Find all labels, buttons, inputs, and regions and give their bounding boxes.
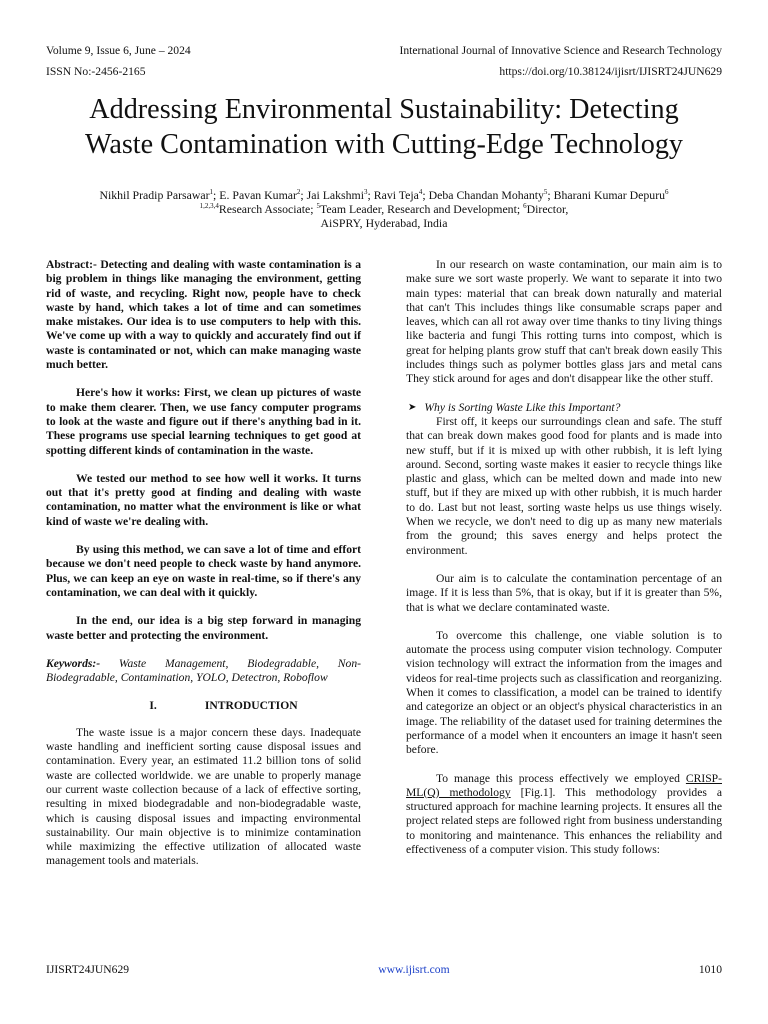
section-number: I.: [149, 699, 157, 713]
affiliation: Research Associate;: [218, 202, 317, 216]
body-paragraph: The waste issue is a major concern these days. Inadequate waste handling and inefficient sorting cause disposal issues and contamination. Every year, an estimated 11.2 billion tons of solid waste are collected worldwide. we are unable to properly manage our current waste collection because of a lack of effective sorting, resulting in mixed biodegradable and non-biodegradable waste, which is causing disposal issues and impacting environmental sustainability. Our main objective is to minimize contamination while maximizing the effective utilization of allocated waste management tools and materials.: [46, 725, 361, 868]
affiliation-line: [40, 202, 728, 216]
author-name: ; Deba Chandan Mohanty: [422, 188, 544, 202]
body-paragraph: Our aim is to calculate the contamination percentage of an image. If it is less than 5%, that is okay, but if it is greater than 5%, that is what we declare contaminated waste.: [406, 571, 722, 614]
running-header: [46, 44, 722, 57]
page-number: 1010: [698, 963, 722, 976]
issn: ISSN No:-2456-2165: [46, 65, 146, 78]
left-column: [46, 258, 361, 883]
body-paragraph: To overcome this challenge, one viable solution is to automate the process using computer vision technology. Computer vision technology will extract the information from the images and videos for real-time projects such as classification and reorganizing. When it comes to classification, a model can be trained to identify and categorize an object or an object's physical characteristics in an image. The reliability of the dataset used for training determines the performance of a model when it encounters an image it hasn't seen before.: [406, 628, 722, 757]
author-sup: 5: [543, 188, 548, 197]
aff-sup: 1,2,3,4: [199, 202, 219, 211]
volume-info: Volume 9, Issue 6, June – 2024: [46, 44, 191, 57]
right-column: [406, 258, 722, 871]
text-run: To manage this process effectively we employed: [436, 771, 686, 785]
page-footer: [46, 963, 722, 976]
body-paragraph: First off, it keeps our surroundings clean and safe. The stuff that can break down makes good food for plants and is made into new stuff, but if it is mixed up with other rubbish, it is left lying around. Second, sorting waste makes it easier to recycle things like plastic and glass, which can be melted down and made into new stuff, but if they are mixed up with other rubbish, it is much harder to do. Last but not least, sorting waste helps us use things wisely. When we recycle, we don't need to dig up as many new materials from the ground; this saves energy and helps protect the environment.: [406, 414, 722, 557]
subsection-heading: [406, 401, 722, 415]
website-link[interactable]: www.ijisrt.com: [378, 963, 450, 976]
keywords-label: Keywords:-: [46, 656, 101, 670]
title-line-2: Waste Contamination with Cutting-Edge Technology: [84, 129, 684, 160]
keywords-text: Waste Management, Biodegradable, Non-Biodegradable, Contamination, YOLO, Detectron, Roboflow: [46, 656, 361, 685]
abstract-paragraph: Here's how it works: First, we clean up pictures of waste to make them clearer. Then, we use fancy computer programs to look at the waste and figure out if there's anything bad in it. These programs use special learning techniques to get good at spotting different kinds of contamination in the waste.: [46, 386, 361, 457]
author-sup: 1: [209, 188, 214, 197]
author-name: Nikhil Pradip Parsawar: [99, 188, 210, 202]
section-heading: [46, 699, 361, 713]
aff-sup: 6: [523, 202, 527, 211]
organization: AiSPRY, Hyderabad, India: [320, 216, 448, 230]
section-title: INTRODUCTION: [204, 699, 298, 713]
doi-link[interactable]: https://doi.org/10.38124/ijisrt/IJISRT24JUN629: [499, 65, 722, 78]
abstract-paragraph: By using this method, we can save a lot of time and effort because we don't need people to check waste by hand anymore. Plus, we can keep an eye on waste in real-time, so if there's any contamination, we can deal with it quickly.: [46, 543, 361, 599]
text-run: [Fig.1]. This methodology provides a structured approach for machine learning projects. It ensures all the project related steps are followed right from business understanding to monitoring and maintenance. This enhances the reliability and effectiveness of a computer vision. This study follows:: [406, 785, 722, 856]
author-name: ; E. Pavan Kumar: [213, 188, 297, 202]
author-name: ; Ravi Teja: [367, 188, 419, 202]
author-sup: 4: [418, 188, 423, 197]
affiliation: Director,: [526, 202, 569, 216]
author-name: ; Bharani Kumar Depuru: [547, 188, 666, 202]
keywords: [46, 657, 361, 686]
author-block: [40, 188, 728, 230]
author-sup: 3: [364, 188, 368, 197]
abstract-paragraph: In the end, our idea is a big step forward in managing waste better and protecting the environment.: [46, 614, 361, 642]
abstract-paragraph: Abstract:- Detecting and dealing with waste contamination is a big problem in things like managing the environment, getting rid of waste, and recycling. Right now, people have to check waste by hand, which takes a lot of time and can sometimes make mistakes. Our idea is to use computers to help with this. We've come up with a way to quickly and accurately find out if waste is contaminated or not, which can make managing waste much better.: [46, 258, 361, 372]
abstract-paragraph: We tested our method to see how well it works. It turns out that it's pretty good at finding and dealing with waste contamination, no matter what the environment is like or what kind of waste we're dealing with.: [46, 471, 361, 528]
paper-id: IJISRT24JUN629: [46, 963, 130, 976]
running-header-2: [46, 65, 722, 78]
paper-title: [30, 92, 738, 162]
body-paragraph: In our research on waste contamination, our main aim is to make sure we sort waste properly. We want to separate it into two main types: material that can break down naturally and material that can't This includes things like consumable scraps paper and leaves, which can all rot away over time thanks to tiny living things like bacteria and fungi This rotting turns into compost, which is great for helping plants grow stuff that can't break down easily This includes things such as polymer bottles glass jars and metal cans They stick around for ages and don't disappear like the other stuff.: [406, 258, 722, 386]
author-list: [40, 188, 728, 202]
affiliation: Team Leader, Research and Development;: [320, 202, 524, 216]
journal-name: International Journal of Innovative Science and Research Technology: [399, 44, 722, 57]
subsection-title: Why is Sorting Waste Like this Important?: [424, 400, 621, 414]
aff-sup: 5: [316, 202, 320, 211]
arrow-bullet-icon: ➤: [408, 401, 417, 413]
author-sup: 6: [665, 188, 669, 197]
title-line-1: Addressing Environmental Sustainability: Detecting: [89, 94, 679, 125]
body-paragraph: [406, 772, 722, 858]
crisp-ml-link[interactable]: CRISP-ML(Q) methodology: [406, 771, 722, 799]
author-sup: 2: [296, 188, 301, 197]
author-name: ; Jai Lakshmi: [300, 188, 364, 202]
